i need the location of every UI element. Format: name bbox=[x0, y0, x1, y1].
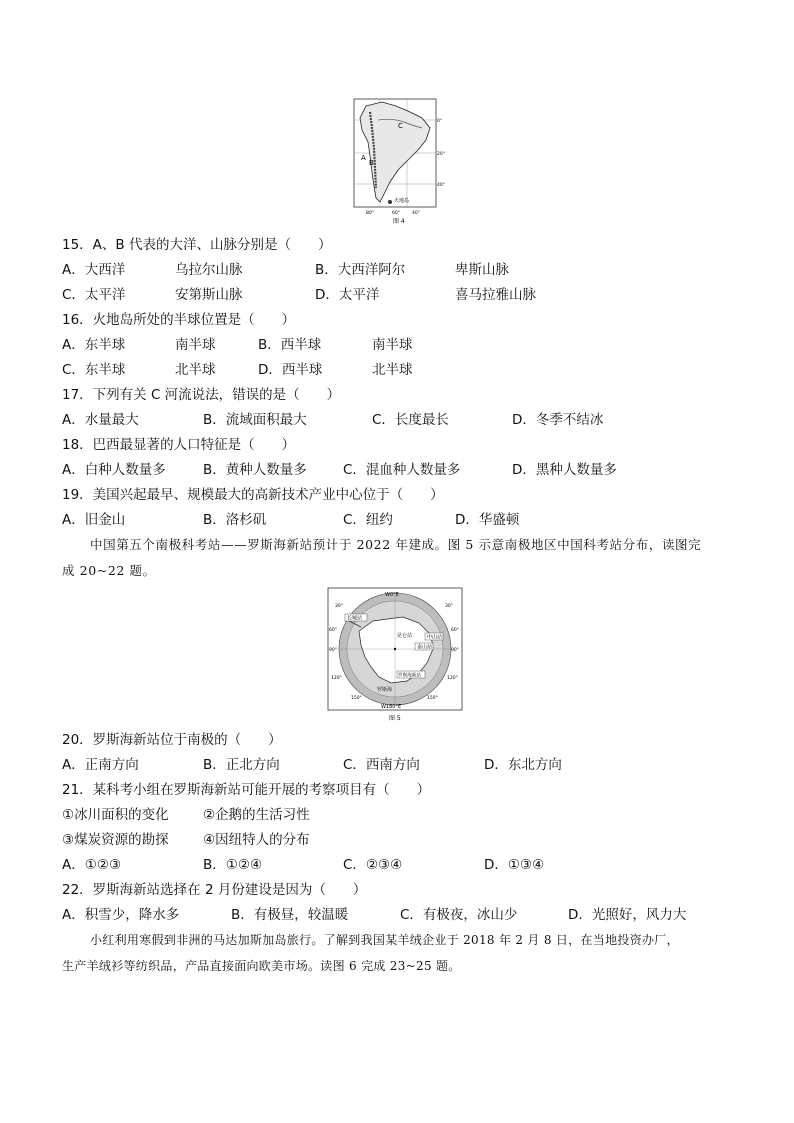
q20-option-c[interactable]: C．西南方向 bbox=[343, 757, 420, 773]
q17-option-a[interactable]: A．水量最大 bbox=[62, 412, 139, 428]
fig5-left-tick-60: 60° bbox=[329, 628, 337, 633]
q17-option-c[interactable]: C．长度最长 bbox=[372, 412, 449, 428]
lon-80: 80° bbox=[366, 211, 374, 216]
fig5-left-tick-30: 30° bbox=[335, 604, 343, 609]
lat-40: 40° bbox=[437, 183, 445, 188]
q21-item-1: ①冰川面积的变化 bbox=[62, 807, 169, 823]
q15-option-c-letter[interactable]: C．太平洋 bbox=[62, 287, 126, 303]
q15-option-b-letter[interactable]: B．大西洋阿尔 bbox=[315, 262, 406, 278]
q21-item-4: ④因纽特人的分布 bbox=[203, 832, 310, 848]
q16-option-a-detail: 南半球 bbox=[175, 337, 216, 353]
ross-sea-label: 罗斯海 bbox=[377, 687, 393, 693]
q20-option-d[interactable]: D．东北方向 bbox=[484, 757, 562, 773]
q21-option-b[interactable]: B．①②④ bbox=[203, 857, 263, 873]
q15-option-b-detail: 卑斯山脉 bbox=[455, 262, 509, 278]
q19-option-b[interactable]: B．洛杉矶 bbox=[203, 512, 267, 528]
station-kunlun: 昆仑站 bbox=[397, 633, 413, 639]
fig5-left-tick-120: 120° bbox=[331, 676, 342, 681]
figure-5 bbox=[327, 587, 465, 725]
figure-5-caption: 图 5 bbox=[389, 715, 401, 722]
q17-option-d[interactable]: D．冬季不结冰 bbox=[512, 412, 604, 428]
q20-option-b[interactable]: B．正北方向 bbox=[203, 757, 280, 773]
q15-option-d-letter[interactable]: D．太平洋 bbox=[315, 287, 380, 303]
lon-60: 60° bbox=[392, 211, 400, 216]
label-island: 火地岛 bbox=[394, 198, 410, 204]
intro-20-22-line2: 成 20~22 题。 bbox=[62, 563, 156, 578]
fig5-bottom-label: W180°E bbox=[381, 704, 402, 710]
q15-option-a-letter[interactable]: A．大西洋 bbox=[62, 262, 126, 278]
label-a: A bbox=[361, 154, 366, 162]
q19-option-a[interactable]: A．旧金山 bbox=[62, 512, 126, 528]
fig5-bottom-tick-right: 150° bbox=[427, 696, 438, 701]
q19-option-d[interactable]: D．华盛顿 bbox=[455, 512, 520, 528]
fig5-right-tick-120: 120° bbox=[447, 676, 458, 681]
fig5-top-label: W0°E bbox=[385, 592, 399, 598]
q17-option-b[interactable]: B．流域面积最大 bbox=[203, 412, 307, 428]
q15-option-c-detail: 安第斯山脉 bbox=[175, 287, 243, 303]
q22-option-c[interactable]: C．有极夜，冰山少 bbox=[400, 907, 518, 923]
antarctica-map bbox=[327, 587, 465, 725]
lat-20: 20° bbox=[437, 152, 445, 157]
lon-40: 40° bbox=[412, 211, 420, 216]
fig5-bottom-tick-left: 150° bbox=[351, 696, 362, 701]
q16-stem: 16．火地岛所处的半球位置是（ ） bbox=[62, 312, 296, 328]
label-b: B bbox=[369, 159, 374, 167]
intro-23-25-line2: 生产羊绒衫等纺织品，产品直接面向欧美市场。读图 6 完成 23~25 题。 bbox=[62, 959, 461, 973]
q20-stem: 20．罗斯海新站位于南极的（ ） bbox=[62, 732, 282, 748]
intro-20-22-line1: 中国第五个南极科考站——罗斯海新站预计于 2022 年建成。图 5 示意南极地区中国科考站分布，读图完 bbox=[90, 537, 702, 552]
south-america-map bbox=[352, 98, 445, 226]
q22-stem: 22．罗斯海新站选择在 2 月份建设是因为（ ） bbox=[62, 882, 367, 898]
q22-option-a[interactable]: A．积雪少，降水多 bbox=[62, 907, 180, 923]
q22-option-d[interactable]: D．光照好，风力大 bbox=[568, 907, 687, 923]
q18-stem: 18．巴西最显著的人口特征是（ ） bbox=[62, 437, 296, 453]
q16-option-b-letter[interactable]: B．西半球 bbox=[258, 337, 322, 353]
figure-4-caption: 图 4 bbox=[393, 218, 405, 225]
fig5-right-tick-90: 90° bbox=[451, 648, 459, 653]
q19-option-c[interactable]: C．纽约 bbox=[343, 512, 393, 528]
q21-option-a[interactable]: A．①②③ bbox=[62, 857, 122, 873]
q17-stem: 17．下列有关 C 河流说法，错误的是（ ） bbox=[62, 387, 341, 403]
q15-option-a-detail: 乌拉尔山脉 bbox=[175, 262, 243, 278]
q21-item-3: ③煤炭资源的勘探 bbox=[62, 832, 169, 848]
q21-option-c[interactable]: C．②③④ bbox=[343, 857, 403, 873]
fig5-right-tick-60: 60° bbox=[451, 628, 459, 633]
figure-4 bbox=[352, 98, 445, 226]
q16-option-b-detail: 南半球 bbox=[372, 337, 413, 353]
fig5-right-tick-30: 30° bbox=[445, 604, 453, 609]
q18-option-a[interactable]: A．白种人数量多 bbox=[62, 462, 166, 478]
q20-option-a[interactable]: A．正南方向 bbox=[62, 757, 139, 773]
q18-option-c[interactable]: C．混血种人数量多 bbox=[343, 462, 461, 478]
q16-option-a-letter[interactable]: A．东半球 bbox=[62, 337, 126, 353]
station-taishan: 泰山站 bbox=[417, 644, 433, 651]
q18-option-d[interactable]: D．黑种人数量多 bbox=[512, 462, 617, 478]
station-changcheng: 长城站 bbox=[347, 615, 363, 622]
intro-23-25-line1: 小红利用寒假到非洲的马达加斯加岛旅行。了解到我国某羊绒企业于 2018 年 2 月 8 日，在当地投资办厂， bbox=[90, 933, 679, 947]
q21-stem: 21．某科考小组在罗斯海新站可能开展的考察项目有（ ） bbox=[62, 782, 431, 798]
q21-item-2: ②企鹅的生活习性 bbox=[203, 807, 310, 823]
lat-0: 0° bbox=[437, 119, 443, 124]
label-c: C bbox=[398, 122, 403, 130]
q16-option-d-letter[interactable]: D．西半球 bbox=[258, 362, 323, 378]
q15-option-d-detail: 喜马拉雅山脉 bbox=[455, 287, 536, 303]
q19-stem: 19．美国兴起最早、规模最大的高新技术产业中心位于（ ） bbox=[62, 487, 444, 503]
q22-option-b[interactable]: B．有极昼，较温暖 bbox=[231, 907, 349, 923]
station-zhongshan: 中山站 bbox=[427, 634, 443, 641]
q16-option-c-detail: 北半球 bbox=[175, 362, 216, 378]
q18-option-b[interactable]: B．黄种人数量多 bbox=[203, 462, 307, 478]
q16-option-d-detail: 北半球 bbox=[372, 362, 413, 378]
q21-option-d[interactable]: D．①③④ bbox=[484, 857, 545, 873]
q16-option-c-letter[interactable]: C．东半球 bbox=[62, 362, 126, 378]
station-luosihai: 罗斯海新站 bbox=[398, 673, 421, 679]
q15-stem: 15．A、B 代表的大洋、山脉分别是（ ） bbox=[62, 237, 332, 253]
fig5-left-tick-90: 90° bbox=[329, 648, 337, 653]
